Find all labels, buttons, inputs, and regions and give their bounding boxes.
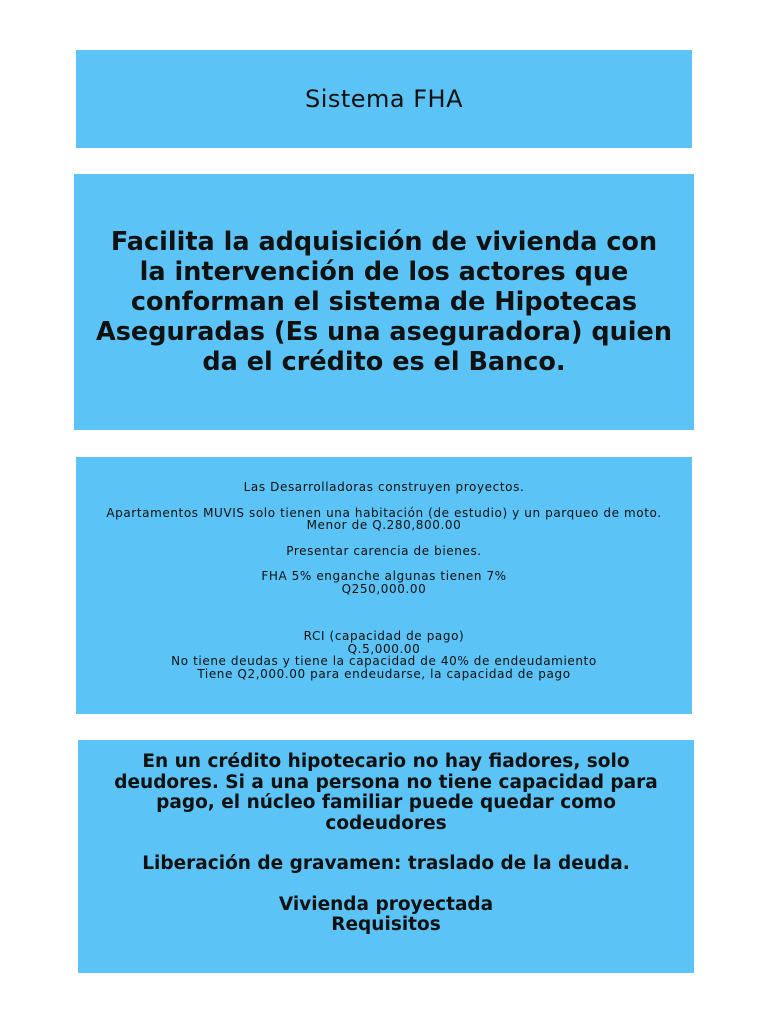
note-desarrolladoras [104, 481, 664, 494]
note-capacidad-text: Tiene Q2,000.00 para endeudarse, la capacidad de pago [197, 666, 571, 681]
note-desarrolladoras-text: Las Desarrolladoras construyen proyectos. [243, 480, 525, 494]
note-carencia [104, 545, 664, 558]
note-rci-text: RCI (capacidad de pago) [303, 629, 465, 643]
note-enganche [104, 570, 664, 595]
para-vivienda [106, 895, 666, 936]
note-enganche-text: FHA 5% enganche algunas tienen 7% [261, 569, 507, 583]
bottom-card [78, 740, 694, 973]
para-fiadores-text: En un crédito hipotecario no hay fiadores, solo deudores. Si a una persona no tiene capacidad para pago, el núcleo familiar puede quedar como codeudores [114, 751, 658, 834]
lead-card [74, 174, 694, 430]
note-muvis-price: Menor de Q.280,800.00 [306, 518, 462, 532]
lead-paragraph: Facilita la adquisición de vivienda con la intervención de los actores que conforman el sistema de Hipotecas Aseguradas (Es una aseguradora) quien da el crédito es el Banco. [96, 227, 672, 377]
note-carencia-text: Presentar carencia de bienes. [286, 543, 482, 558]
title-card [76, 50, 692, 148]
para-requisitos-text: Requisitos [331, 914, 441, 935]
para-fiadores [106, 752, 666, 834]
notes-card [76, 457, 692, 714]
note-deudas-text: No tiene deudas y tiene la capacidad de 40% de endeudamiento [171, 654, 597, 668]
para-gravamen-text: Liberación de gravamen: traslado de la deuda. [142, 853, 630, 874]
note-muvis [104, 507, 664, 532]
para-vivienda-text: Vivienda proyectada [278, 893, 494, 915]
note-muvis-text: Apartamentos MUVIS solo tienen una habitación (de estudio) y un parqueo de moto. [106, 505, 662, 520]
para-gravamen [106, 854, 666, 875]
note-enganche-amount: Q250,000.00 [341, 581, 427, 596]
note-rci [104, 630, 664, 680]
note-rci-amount: Q.5,000.00 [347, 641, 421, 656]
document-title: Sistema FHA [304, 85, 464, 113]
